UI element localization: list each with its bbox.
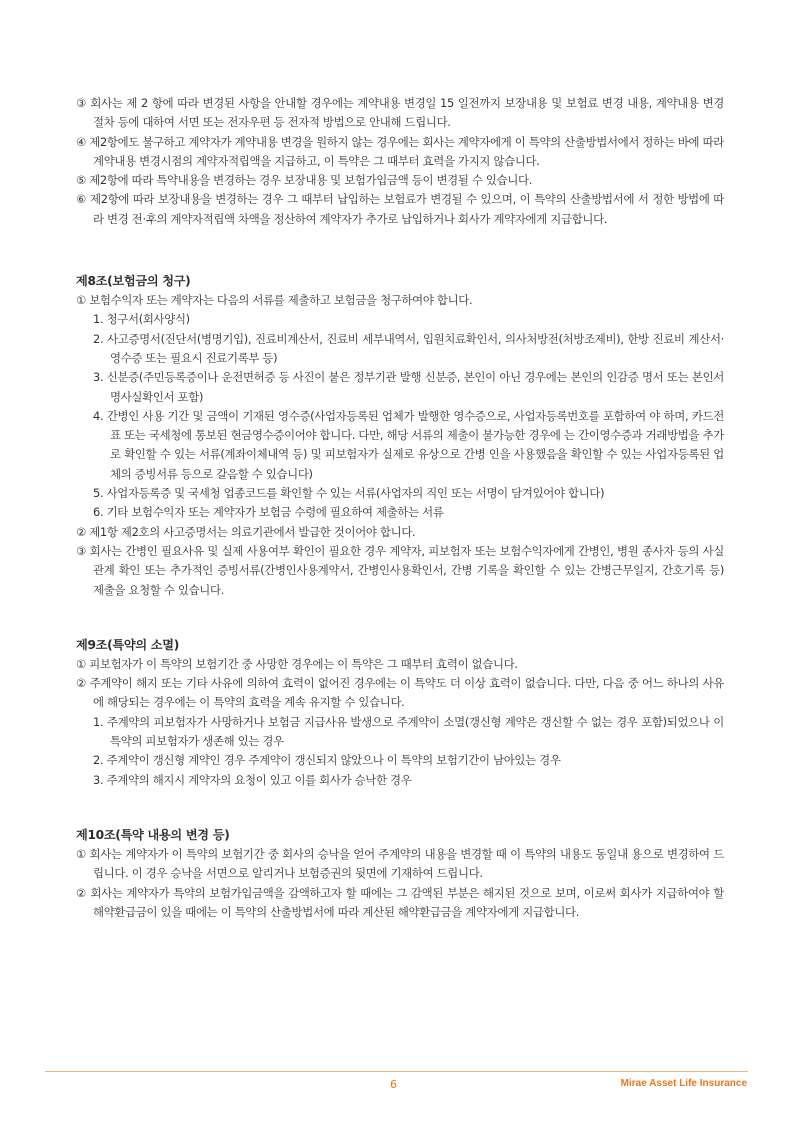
section-heading: 제9조(특약의 소멸) <box>76 637 179 652</box>
paragraph: ⑤ 제2항에 따라 특약내용을 변경하는 경우 보장내용 및 보험가입금액 등이 변경될 수 있습니다. <box>76 173 533 188</box>
list-item: 3. 주계약의 해지시 계약자의 요청이 있고 이를 회사가 승낙한 경우 <box>93 772 412 787</box>
section-heading: 제8조(보험금의 청구) <box>76 274 191 289</box>
section-continuation <box>76 94 724 229</box>
paragraph: ② 회사는 계약자가 특약의 보험가입금액을 감액하고자 할 때에는 그 감액된 부분은 해지된 것으로 보며, 이로써 회사가 지급하여야 할 해약환급금이 있을 때에는 이 특약의 산출방법서에 따라 계산된 해약환급금을 계약자에게 지급합니다. <box>76 885 724 919</box>
paragraph: ② 제1항 제2호의 사고증명서는 의료기관에서 발급한 것이어야 합니다. <box>76 524 416 539</box>
list-item: 1. 청구서(회사양식) <box>93 312 190 327</box>
paragraph: ① 피보험자가 이 특약의 보험기간 중 사망한 경우에는 이 특약은 그 때부터 효력이 없습니다. <box>76 656 518 671</box>
list-item: 2. 사고증명서(진단서(병명기입), 진료비계산서, 진료비 세부내역서, 입원치료확인서, 의사처방전(처방조제비), 한방 진료비 계산서·영수증 또는 필요시 진료기록부 등) <box>93 331 724 365</box>
paragraph: ① 회사는 계약자가 이 특약의 보험기간 중 회사의 승낙을 얻어 주계약의 내용을 변경할 때 이 특약의 내용도 동일내 용으로 변경하여 드립니다. 이 경우 승낙을 서면으로 알리거나 보험증권의 뒷면에 기재하여 드립니다. <box>76 846 724 881</box>
paragraph: ③ 회사는 간병인 필요사유 및 실제 사용여부 확인이 필요한 경우 계약자, 피보험자 또는 보험수익자에게 간병인, 병원 종사자 등의 사실관계 확인 또는 추가적인 증빙서류(간병인사용계약서, 간병인사용확인서, 간병 기록을 확인할 수 있는 간병근무일지, 간호기록 등) 제출을 요청할 수 있습니다. <box>76 543 724 597</box>
list-item: 2. 주계약이 갱신형 계약인 경우 주계약이 갱신되지 않았으나 이 특약의 보험기간이 남아있는 경우 <box>93 753 561 768</box>
list-item: 3. 신분증(주민등록증이나 운전면허증 등 사진이 붙은 정부기관 발행 신분증, 본인이 아닌 경우에는 본인의 인감증 명서 또는 본인서명사실확인서 포함) <box>93 370 724 404</box>
paragraph: ② 주계약이 해지 또는 기타 사유에 의하여 효력이 없어진 경우에는 이 특약도 더 이상 효력이 없습니다. 다만, 다음 중 어느 하나의 사유에 해당되는 경우에는 이 특약의 효력을 계속 유지할 수 있습니다. <box>76 676 724 710</box>
page-number: 6 <box>390 1078 397 1091</box>
paragraph: ⑥ 제2항에 따라 보장내용을 변경하는 경우 그 때부터 납입하는 보험료가 변경될 수 있으며, 이 특약의 산출방법서에 서 정한 방법에 따라 변경 전·후의 계약자적립액 차액을 정산하여 계약자가 추가로 납입하거나 회사가 계약자에게 지급합니다. <box>76 192 724 226</box>
list-item: 6. 기타 보험수익자 또는 계약자가 보험금 수령에 필요하여 제출하는 서류 <box>93 505 444 520</box>
document-body <box>76 94 724 922</box>
paragraph: ④ 제2항에도 불구하고 계약자가 계약내용 변경을 원하지 않는 경우에는 회사는 계약자에게 이 특약의 산출방법서에서 정하는 바에 따라 계약내용 변경시점의 계약자적립액을 지급하고, 이 특약은 그 때부터 효력을 가지지 않습니다. <box>76 134 724 168</box>
section-article-10 <box>76 825 724 922</box>
list-item: 4. 간병인 사용 기간 및 금액이 기재된 영수증(사업자등록된 업체가 발행한 영수증으로, 사업자등록번호를 포함하여 야 하며, 카드전표 또는 국세청에 통보된 현금영수증이어야 합니다. 다만, 해당 서류의 제출이 불가능한 경우에 는 간이영수증과 거래방법을 추가로 확인할 수 있는 서류(계좌이체내역 등) 및 피보험자가 실제로 유상으로 간병 인을 사용했음을 확인할 수 있는 사업자등록된 업체의 증빙서류 등으로 갈음할 수 있습니다) <box>93 408 724 481</box>
brand-logo-text: Mirae Asset Life Insurance <box>620 1078 747 1089</box>
paragraph: ③ 회사는 제 2 항에 따라 변경된 사항을 안내할 경우에는 계약내용 변경일 15 일전까지 보장내용 및 보험료 변경 내용, 계약내용 변경 절차 등에 대하여 서면 또는 전자우편 등 전자적 방법으로 안내해 드립니다. <box>76 96 724 130</box>
list-item: 1. 주계약의 피보험자가 사망하거나 보험금 지급사유 발생으로 주계약이 소멸(갱신형 계약은 갱신할 수 없는 경우 포함)되었으나 이 특약의 피보험자가 생존해 있는 경우 <box>93 714 724 749</box>
section-heading: 제10조(특약 내용의 변경 등) <box>76 827 230 842</box>
list-item: 5. 사업자등록증 및 국세청 업종코드를 확인할 수 있는 서류(사업자의 직인 또는 서명이 담겨있어야 합니다) <box>93 486 605 501</box>
paragraph: ① 보험수익자 또는 계약자는 다음의 서류를 제출하고 보험금을 청구하여야 합니다. <box>76 293 473 308</box>
footer-divider <box>45 1071 748 1072</box>
section-article-8 <box>76 271 724 600</box>
section-article-9 <box>76 635 724 790</box>
